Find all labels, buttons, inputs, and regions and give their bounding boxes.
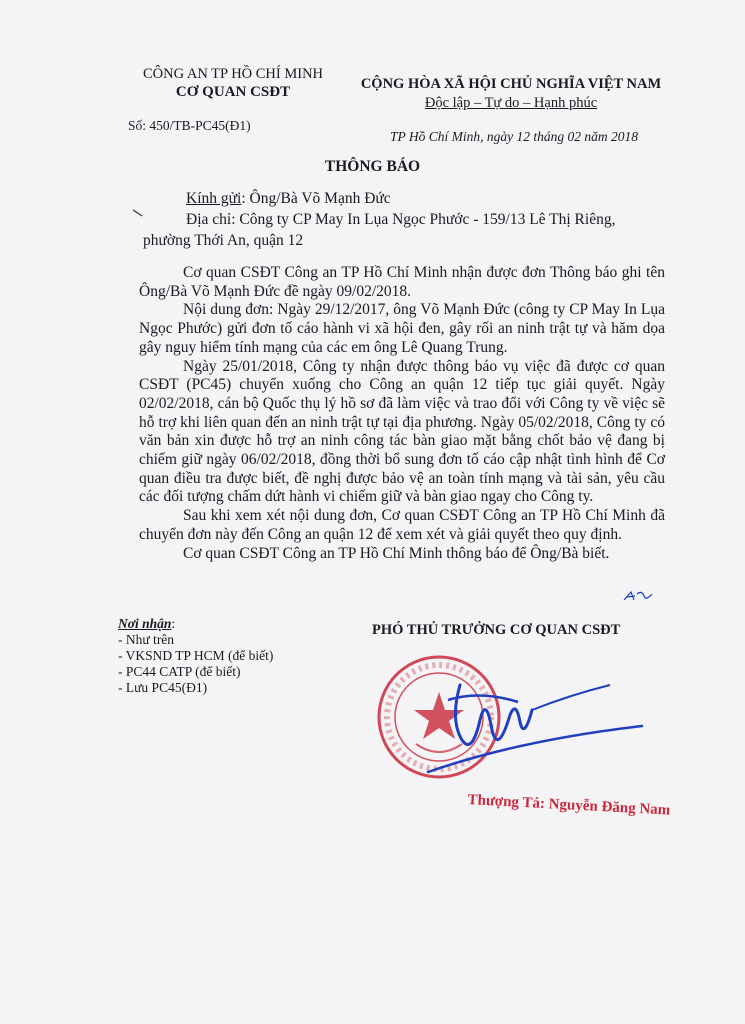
body-paragraph-2: Nội dung đơn: Ngày 29/12/2017, ông Võ Mạnh Đức (công ty CP May In Lụa Ngọc Phước) gửi đơn tố cáo hành vi xã hội đen, gây rối an ninh trật tự và hăm dọa gây nguy hiểm tính mạng của các em ông Lê Quang Trung. [139, 301, 665, 356]
recipient-item: - PC44 CATP (để biết) [118, 664, 241, 679]
recipient-item: - VKSND TP HCM (để biết) [118, 648, 274, 663]
body-paragraph-1: Cơ quan CSĐT Công an TP Hồ Chí Minh nhận được đơn Thông báo ghi tên Ông/Bà Võ Mạnh Đức đề ngày 09/02/2018. [139, 264, 665, 300]
document-title: THÔNG BÁO [324, 158, 421, 175]
signature-icon [420, 660, 650, 800]
country-name: CỘNG HÒA XÃ HỘI CHỦ NGHĨA VIỆT NAM [360, 76, 662, 92]
addressee-line [186, 190, 391, 208]
addressee-value: : Ông/Bà Võ Mạnh Đức [241, 190, 391, 207]
recipients-block [118, 616, 273, 696]
office-name: CƠ QUAN CSĐT [175, 84, 291, 100]
body-paragraph-3: Ngày 25/01/2018, Công ty nhận được thông báo vụ việc đã được cơ quan CSĐT (PC45) chuyển xuống cho Công an quận 12 tiếp tục giải quyết. Ngày 02/02/2018, cán bộ Quốc thụ lý hồ sơ đã làm việc và trao đổi với Công ty về việc sẽ hỗ trợ khi liên quan đến an ninh trật tự tại địa phương. Ngày 05/02/2018, Công ty có văn bản xin được hỗ trợ an ninh công tác bàn giao mặt bằng chốt bảo vệ đang bị chiếm giữ ngày 06/02/2018, đồng thời bổ sung đơn tố cáo cập nhật tình hình để Cơ quan điều tra được biết, đề nghị được bảo vệ an toàn tính mạng và tài sản, yêu cầu các đối tượng chấm dứt hành vi chiếm giữ và bàn giao ngay cho Công ty. [139, 357, 665, 506]
body-paragraph-5: Cơ quan CSĐT Công an TP Hồ Chí Minh thông báo để Ông/Bà biết. [183, 544, 610, 562]
signer-name: Thượng Tá: Nguyễn Đăng Nam [467, 792, 671, 819]
signer-title: PHÓ THỦ TRƯỞNG CƠ QUAN CSĐT [372, 622, 621, 638]
document-number: Số: 450/TB-PC45(Đ1) [128, 118, 251, 133]
notice-body [139, 264, 665, 563]
recipients-heading: Nơi nhận [118, 616, 172, 631]
recipient-item: - Lưu PC45(Đ1) [118, 680, 208, 695]
national-header [352, 76, 670, 112]
address-line-1: Địa chỉ: Công ty CP May In Lụa Ngọc Phước - 159/13 Lê Thị Riêng, [186, 211, 616, 228]
addressee-label: Kính gửi [186, 190, 242, 207]
body-paragraph-4: Sau khi xem xét nội dung đơn, Cơ quan CSĐT Công an TP Hồ Chí Minh đã chuyển đơn này đến Công an quận 12 để xem xét và giải quyết theo quy định. [139, 507, 665, 543]
place-date: TP Hồ Chí Minh, ngày 12 tháng 02 năm 2018 [390, 129, 639, 144]
address-line-2: phường Thới An, quận 12 [143, 232, 304, 249]
issuing-agency-header [108, 66, 358, 101]
national-motto: Độc lập – Tự do – Hạnh phúc [424, 95, 598, 111]
pen-mark-icon [132, 208, 144, 218]
handwritten-initials-icon [622, 588, 656, 604]
recipients-heading-colon: : [171, 616, 176, 631]
recipient-item: - Như trên [118, 632, 175, 647]
agency-name: CÔNG AN TP HỒ CHÍ MINH [142, 66, 324, 82]
